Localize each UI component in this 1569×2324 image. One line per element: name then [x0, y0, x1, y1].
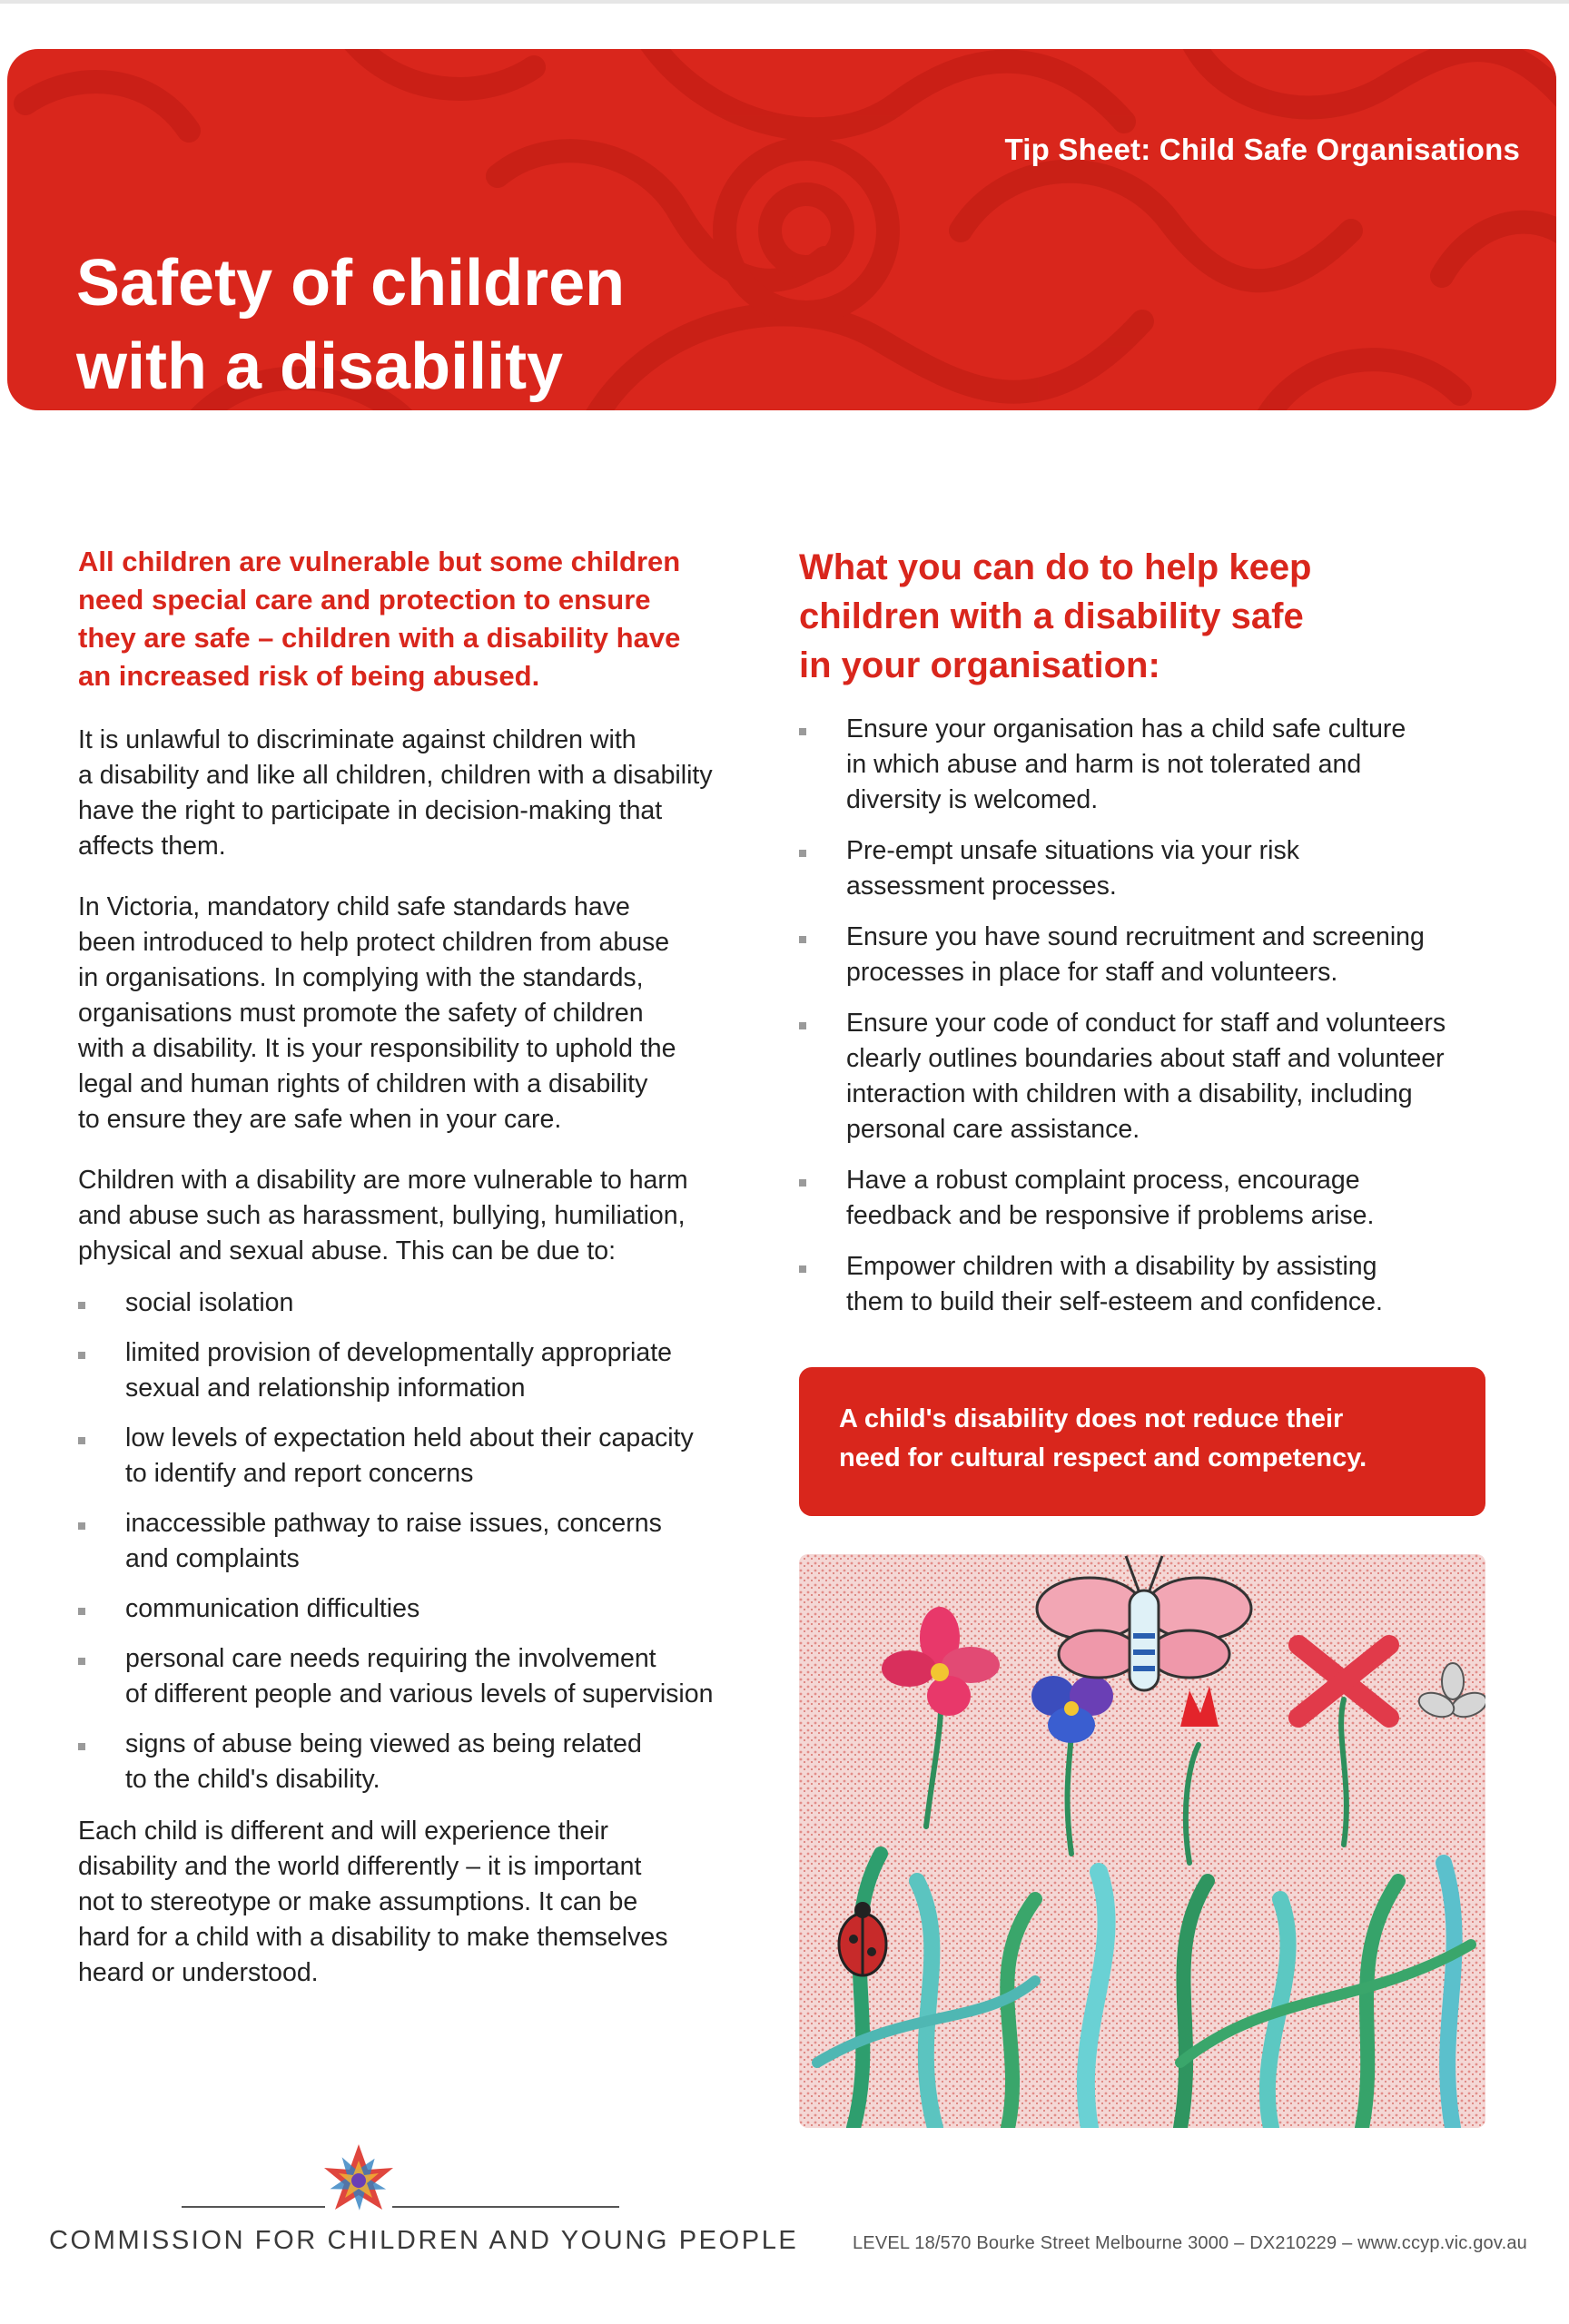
list-item-text: them to build their self-esteem and confidence.: [846, 1287, 1383, 1316]
text-line: Children with a disability are more vulnerable to harm: [78, 1166, 688, 1195]
text-line: a disability and like all children, children with a disability: [78, 761, 713, 790]
list-item-text: Pre-empt unsafe situations via your risk: [846, 836, 1299, 865]
list-item: [78, 1421, 750, 1492]
text-line: affects them.: [78, 832, 226, 861]
text-line: been introduced to help protect children from abuse: [78, 928, 670, 957]
text-line: have the right to participate in decision-making that: [78, 796, 663, 825]
child-drawing-image: [799, 1554, 1485, 2128]
section-heading: [799, 543, 1489, 690]
title-line: with a disability: [76, 330, 564, 403]
callout-box: [799, 1367, 1485, 1516]
list-item-text: Ensure you have sound recruitment and screening: [846, 922, 1425, 951]
commission-logo: [309, 2135, 409, 2226]
bullet-square-icon: [799, 1022, 806, 1029]
footer-divider: [182, 2206, 325, 2208]
page-title: [76, 241, 625, 409]
header-banner: [7, 49, 1556, 410]
list-item-text: to the child's disability.: [125, 1765, 380, 1794]
organisation-name: COMMISSION FOR CHILDREN AND YOUNG PEOPLE: [49, 2226, 799, 2255]
list-item: [78, 1591, 750, 1627]
bullet-square-icon: [78, 1302, 85, 1309]
callout-line: A child's disability does not reduce their: [839, 1404, 1344, 1433]
paragraph-discrimination: [78, 723, 750, 864]
list-item-text: Have a robust complaint process, encourage: [846, 1166, 1360, 1195]
bullet-square-icon: [799, 936, 806, 943]
text-line: heard or understood.: [78, 1958, 319, 1987]
text-line: disability and the world differently – it is important: [78, 1852, 642, 1881]
bullet-square-icon: [78, 1352, 85, 1359]
list-item: [78, 1506, 750, 1577]
lead-line: an increased risk of being abused.: [78, 660, 540, 692]
list-item-text: of different people and various levels of supervision: [125, 1679, 714, 1709]
lead-line: need special care and protection to ensure: [78, 584, 651, 615]
title-line: Safety of children: [76, 247, 626, 320]
text-line: to ensure they are safe when in your care.: [78, 1105, 562, 1134]
bullet-square-icon: [799, 1179, 806, 1187]
list-item-text: personal care needs requiring the involvement: [125, 1644, 656, 1673]
list-item-text: personal care assistance.: [846, 1115, 1140, 1144]
lead-line: they are safe – children with a disability have: [78, 622, 681, 654]
drawing-artwork: [799, 1554, 1485, 2128]
bullet-square-icon: [799, 1265, 806, 1273]
list-item: [799, 833, 1489, 904]
list-item-text: clearly outlines boundaries about staff and volunteer: [846, 1044, 1445, 1073]
left-column: [78, 543, 750, 2016]
right-column: [799, 543, 1489, 1336]
list-item-text: low levels of expectation held about their capacity: [125, 1423, 694, 1452]
top-rule: [0, 0, 1569, 4]
bullet-square-icon: [78, 1743, 85, 1750]
list-item: [78, 1727, 750, 1797]
list-item: [799, 1006, 1489, 1147]
list-item-text: communication difficulties: [125, 1594, 420, 1623]
list-item-text: feedback and be responsive if problems arise.: [846, 1201, 1375, 1230]
list-item-text: social isolation: [125, 1288, 294, 1317]
list-item-text: processes in place for staff and volunteers.: [846, 958, 1338, 987]
bullet-square-icon: [799, 728, 806, 735]
risk-factor-list: [78, 1285, 750, 1797]
paragraph-vulnerability: [78, 1163, 750, 1269]
text-line: organisations must promote the safety of children: [78, 999, 644, 1028]
text-line: hard for a child with a disability to make themselves: [78, 1923, 668, 1952]
lead-line: All children are vulnerable but some children: [78, 546, 681, 577]
text-line: Each child is different and will experience their: [78, 1817, 609, 1846]
list-item-text: Empower children with a disability by assisting: [846, 1252, 1377, 1281]
heading-line: children with a disability safe: [799, 596, 1304, 636]
bullet-square-icon: [78, 1437, 85, 1444]
action-list: [799, 712, 1489, 1320]
list-item-text: Ensure your organisation has a child safe culture: [846, 714, 1406, 743]
footer-divider: [392, 2206, 619, 2208]
text-line: In Victoria, mandatory child safe standards have: [78, 892, 630, 921]
star-logo-icon: [309, 2135, 409, 2226]
text-line: legal and human rights of children with a disability: [78, 1069, 648, 1098]
list-item: [799, 920, 1489, 990]
list-item-text: inaccessible pathway to raise issues, concerns: [125, 1509, 662, 1538]
bullet-square-icon: [78, 1658, 85, 1665]
list-item: [78, 1641, 750, 1712]
text-line: physical and sexual abuse. This can be due to:: [78, 1236, 617, 1265]
heading-line: in your organisation:: [799, 645, 1160, 685]
bullet-square-icon: [799, 850, 806, 857]
paragraph-standards: [78, 890, 750, 1137]
lead-paragraph: [78, 543, 750, 695]
list-item-text: limited provision of developmentally appropriate: [125, 1338, 672, 1367]
list-item: [799, 712, 1489, 818]
list-item-text: signs of abuse being viewed as being related: [125, 1729, 642, 1758]
list-item-text: to identify and report concerns: [125, 1459, 474, 1488]
list-item: [78, 1285, 750, 1321]
text-line: and abuse such as harassment, bullying, humiliation,: [78, 1201, 686, 1230]
list-item: [78, 1335, 750, 1406]
paragraph-each-child: [78, 1814, 750, 1991]
list-item: [799, 1249, 1489, 1320]
text-line: It is unlawful to discriminate against children with: [78, 725, 636, 754]
tip-sheet-label: Tip Sheet: Child Safe Organisations: [1004, 133, 1520, 166]
text-line: not to stereotype or make assumptions. It can be: [78, 1887, 638, 1916]
text-line: in organisations. In complying with the standards,: [78, 963, 644, 992]
callout-line: need for cultural respect and competency.: [839, 1443, 1367, 1472]
list-item-text: in which abuse and harm is not tolerated and: [846, 750, 1362, 779]
list-item-text: Ensure your code of conduct for staff and volunteers: [846, 1009, 1446, 1038]
list-item: [799, 1163, 1489, 1234]
list-item-text: assessment processes.: [846, 872, 1117, 901]
heading-line: What you can do to help keep: [799, 547, 1312, 587]
bullet-square-icon: [78, 1608, 85, 1615]
list-item-text: interaction with children with a disability, including: [846, 1079, 1413, 1108]
list-item-text: sexual and relationship information: [125, 1374, 526, 1403]
bullet-square-icon: [78, 1522, 85, 1530]
contact-address: LEVEL 18/570 Bourke Street Melbourne 3000 – DX210229 – www.ccyp.vic.gov.au: [852, 2233, 1527, 2253]
text-line: with a disability. It is your responsibility to uphold the: [78, 1034, 676, 1063]
list-item-text: diversity is welcomed.: [846, 785, 1099, 814]
list-item-text: and complaints: [125, 1544, 300, 1573]
